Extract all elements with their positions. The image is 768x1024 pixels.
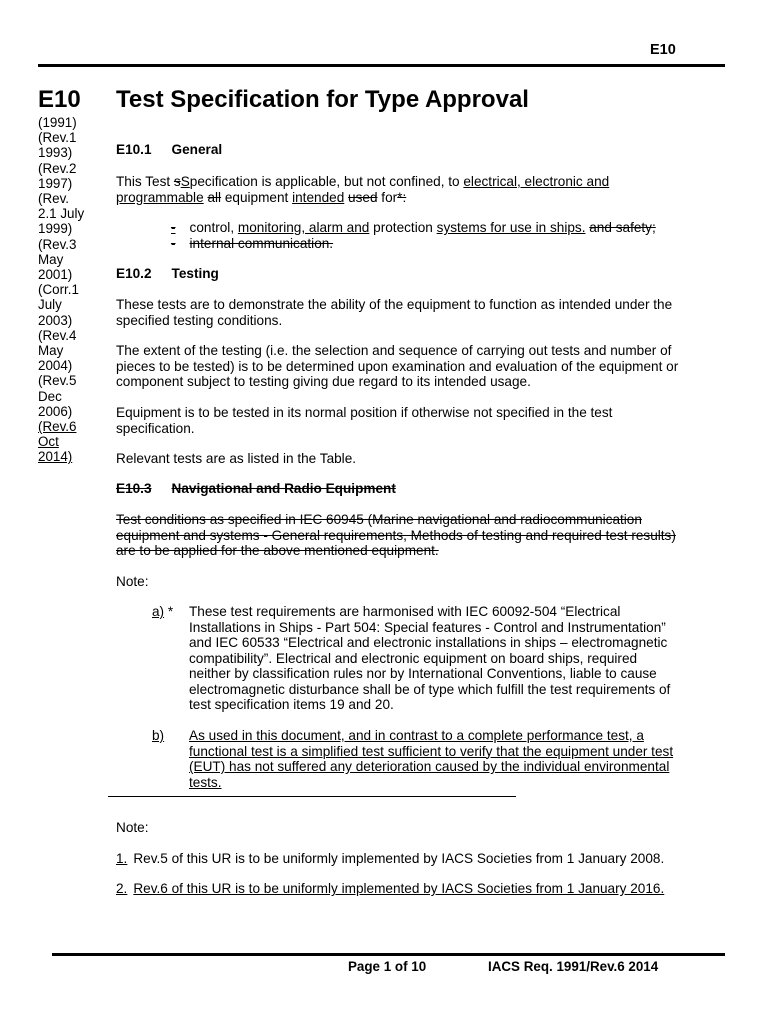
- implementation-note-1: 1. Rev.5 of this UR is to be uniformly implemented by IACS Societies from 1 January 2008.: [116, 851, 665, 866]
- revision-history-line: 2006): [38, 403, 73, 419]
- footnote-divider: [108, 796, 516, 797]
- footer-page-number: Page 1 of 10: [348, 959, 427, 974]
- revision-history-line: May: [38, 343, 64, 359]
- revision-history-line: 2003): [38, 312, 73, 328]
- revision-history-line: (Rev.5: [38, 373, 77, 389]
- revision-history-line: 2001): [38, 267, 73, 283]
- revision-history-line: (Rev.2: [38, 160, 77, 176]
- sidebar-code: E10: [38, 86, 81, 113]
- section-heading-testing: E10.2 Testing: [116, 266, 219, 281]
- list-item: - internal communication.: [171, 235, 334, 251]
- revision-history-line: (1991): [38, 115, 77, 130]
- section-heading-navigational: E10.3 Navigational and Radio Equipment: [116, 481, 396, 496]
- revision-history-line: (Rev.1: [38, 130, 77, 146]
- revision-history-line: 1993): [38, 145, 73, 161]
- note-label: Note:: [116, 574, 149, 589]
- section-heading-general: E10.1 General: [116, 142, 223, 157]
- note-b-marker: b): [152, 728, 165, 743]
- testing-paragraph-4: Relevant tests are as listed in the Table.: [116, 451, 357, 466]
- testing-paragraph-3: Equipment is to be tested in its normal position if otherwise not specified in the test specification.: [116, 405, 613, 436]
- footer-reference: IACS Req. 1991/Rev.6 2014: [488, 959, 659, 974]
- revision-history-line: 1999): [38, 221, 73, 237]
- footer-rule: [52, 953, 725, 956]
- revision-history-line: May: [38, 251, 64, 267]
- note-b-text: As used in this document, and in contrast to a complete performance test, a functional test is a simplified test sufficient to verify that the equipment under test (EUT) has not suffered any deterioration caused by the individual environmental tests.: [189, 728, 674, 790]
- revision-history: [38, 115, 98, 465]
- navigational-paragraph: Test conditions as specified in IEC 60945 (Marine navigational and radiocommunication equipment and systems - General requirements, Methods of testing and required test results) are to be applied for the above mentioned equipment.: [116, 512, 676, 558]
- revision-history-line: 2004): [38, 358, 73, 374]
- note-a-text: These test requirements are harmonised with IEC 60092-504 “Electrical Installations in Ships - Part 504: Special features - Control and Instrumentation” and IEC 60533 “Electrical and electronic installations in ships – electromagnetic compatibility”. Electrical and electronic equipment on board ships, required neither by classification rules nor by International Conventions, liable to cause electromagnetic disturbance shall be of type which fulfill the test requirements of test specification items 19 and 20.: [189, 604, 671, 712]
- revision-history-line: (Corr.1: [38, 282, 79, 298]
- general-paragraph: This Test sSpecification is applicable, but not confined, to electrical, electronic and programmable all equipment intended used for*:: [116, 174, 610, 205]
- revision-history-line: (Rev.3: [38, 236, 77, 252]
- revision-history-line: Oct: [38, 434, 59, 450]
- testing-paragraph-1: These tests are to demonstrate the ability of the equipment to function as intended under the specified testing conditions.: [116, 297, 673, 328]
- revision-history-line: 2.1 July: [38, 206, 85, 222]
- revision-history-line: July: [38, 297, 62, 313]
- revision-history-line: (Rev.4: [38, 327, 77, 343]
- note-a-marker: a) *: [152, 604, 174, 619]
- revision-history-line: (Rev.6: [38, 419, 77, 435]
- page-title: Test Specification for Type Approval: [116, 86, 529, 113]
- implementation-note-2: 2. Rev.6 of this UR is to be uniformly implemented by IACS Societies from 1 January 2016.: [116, 881, 665, 896]
- revision-history-line: 1997): [38, 175, 73, 191]
- scope-bullet-list: [171, 220, 656, 251]
- list-item: - control, monitoring, alarm and protection systems for use in ships. and safety;: [171, 220, 656, 235]
- revision-history-line: (Rev.: [38, 191, 69, 207]
- header-code: E10: [650, 42, 676, 58]
- header-rule: [38, 64, 725, 67]
- revision-history-line: 2014): [38, 449, 73, 465]
- implementation-note-label: Note:: [116, 820, 149, 835]
- revision-history-line: Dec: [38, 388, 62, 404]
- testing-paragraph-2: The extent of the testing (i.e. the selection and sequence of carrying out tests and number of pieces to be tested) is to be determined upon examination and evaluation of the equipment or component subject to testing giving due regard to its intended usage.: [116, 343, 679, 389]
